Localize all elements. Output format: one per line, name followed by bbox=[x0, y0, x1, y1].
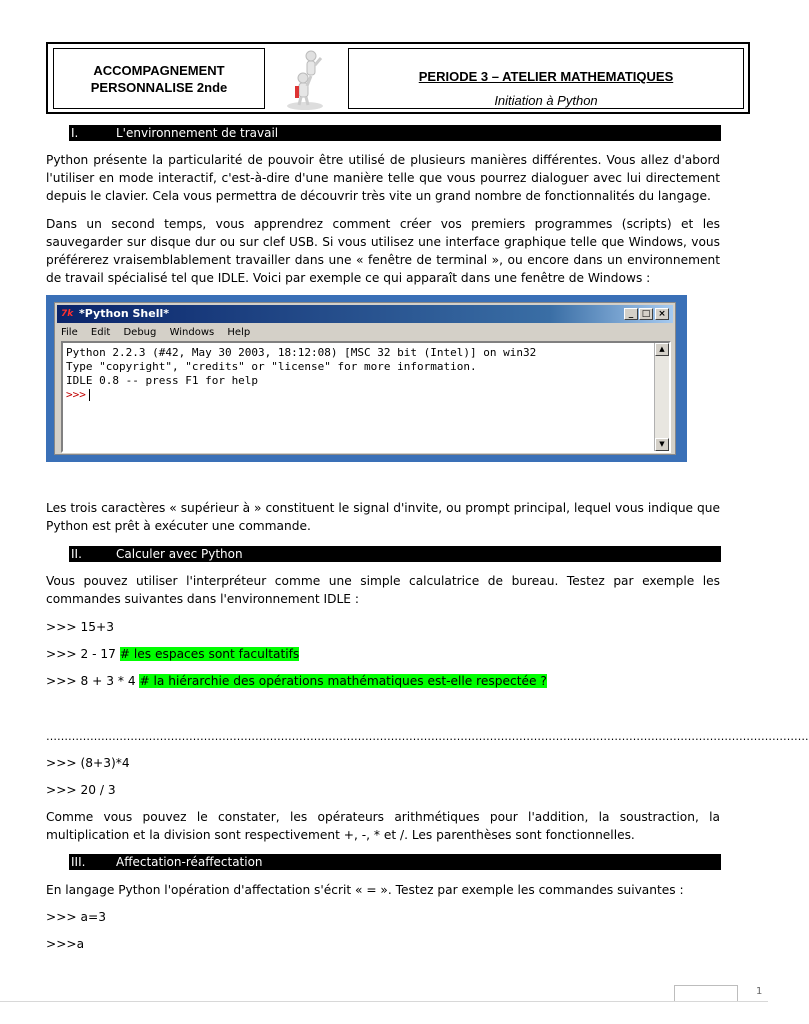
command-line: >>> (8+3)*4 bbox=[46, 756, 130, 770]
paragraph-scripts: Dans un second temps, vous apprendrez comment créer vos premiers programmes (scripts) et les sauvegarder sur disque dur ou sur clef USB. Si vous utilisez une interface graphique telle que Windows, vous préférerez vraisemblablement travailler dans une « fenêtre de terminal », ou encore dans un environnement de travail spécialisé tel que IDLE. Voici par exemple ce qui apparaît dans une fenêtre de Windows : bbox=[46, 217, 720, 285]
section-heading-1 bbox=[69, 125, 721, 141]
tk-icon: 7k bbox=[61, 309, 74, 319]
paragraph-operators: Comme vous pouvez le constater, les opérateurs arithmétiques pour l'addition, la soustraction, la multiplication et la division sont respectivement +, -, * et /. Les parenthèses sont fonctionnelles. bbox=[46, 810, 720, 842]
header-frame bbox=[46, 42, 750, 114]
shell-titlebar bbox=[57, 305, 673, 323]
command-line: >>>a bbox=[46, 937, 85, 951]
header-right-box bbox=[348, 48, 744, 109]
menu-help[interactable]: Help bbox=[227, 327, 251, 338]
paragraph-calculator: Vous pouvez utiliser l'interpréteur comme une simple calculatrice de bureau. Testez par exemple les commandes suivantes dans l'environnement IDLE : bbox=[46, 574, 720, 606]
section-number: I. bbox=[71, 126, 79, 140]
climbing-figures-illustration bbox=[271, 46, 343, 112]
python-shell-window bbox=[54, 302, 676, 455]
shell-console[interactable] bbox=[61, 341, 671, 453]
console-line: Type "copyright", "credits" or "license" for more information. bbox=[66, 360, 477, 373]
command-line: >>> a=3 bbox=[46, 910, 106, 924]
console-line: Python 2.2.3 (#42, May 30 2003, 18:12:08) [MSC 32 bit (Intel)] on win32 bbox=[66, 346, 537, 359]
section-title: Calculer avec Python bbox=[116, 547, 243, 561]
paragraph-intro: Python présente la particularité de pouvoir être utilisé de plusieurs manières différentes. Vous allez d'abord l'utiliser en mode interactif, c'est-à-dire d'une manière telle que vous pourrez dialoguer avec lui directement depuis le clavier. Cela vous permettra de découvrir très vite un grand nombre de fonctionnalités du langage. bbox=[46, 153, 720, 203]
menu-file[interactable]: File bbox=[61, 327, 78, 338]
command-line bbox=[46, 672, 547, 690]
console-prompt: >>> bbox=[66, 388, 86, 401]
answer-dotted-line: ………………………………………………………………………………………………………………………………………………………………………………………. bbox=[46, 730, 809, 743]
section-title: Affectation-réaffectation bbox=[116, 855, 263, 869]
footer-tab bbox=[674, 985, 738, 1001]
console-scrollbar[interactable] bbox=[654, 343, 669, 451]
section-number: III. bbox=[71, 855, 86, 869]
command-line bbox=[46, 645, 299, 663]
section-heading-2 bbox=[69, 546, 721, 562]
minimize-icon[interactable]: _ bbox=[624, 308, 638, 320]
footer-rule bbox=[0, 1001, 768, 1002]
menu-windows[interactable]: Windows bbox=[169, 327, 215, 338]
console-line: IDLE 0.8 -- press F1 for help bbox=[66, 374, 259, 387]
command-comment: # les espaces sont facultatifs bbox=[119, 647, 300, 661]
scroll-up-icon[interactable]: ▲ bbox=[655, 343, 669, 356]
section-number: II. bbox=[71, 547, 82, 561]
command-line: >>> 20 / 3 bbox=[46, 783, 116, 797]
menu-edit[interactable]: Edit bbox=[90, 327, 111, 338]
header-left-line2: PERSONNALISE 2nde bbox=[90, 79, 228, 95]
header-left-box bbox=[53, 48, 265, 109]
text-caret bbox=[89, 389, 90, 401]
command-line: >>> 15+3 bbox=[46, 620, 114, 634]
console-prompt-line bbox=[66, 388, 90, 402]
shell-menubar bbox=[61, 325, 260, 341]
section-title: L'environnement de travail bbox=[116, 126, 279, 140]
command-code: >>> 2 - 17 bbox=[46, 647, 120, 661]
command-code: >>> 8 + 3 * 4 bbox=[46, 674, 140, 688]
close-icon[interactable]: × bbox=[655, 308, 669, 320]
paragraph-affectation: En langage Python l'opération d'affectation s'écrit « = ». Testez par exemple les commandes suivantes : bbox=[46, 883, 684, 897]
paragraph-prompt: Les trois caractères « supérieur à » constituent le signal d'invite, ou prompt principal, lequel vous indique que Python est prêt à exécuter une commande. bbox=[46, 501, 720, 533]
header-right-title: PERIODE 3 – ATELIER MATHEMATIQUES bbox=[418, 69, 674, 84]
header-right-subtitle: Initiation à Python bbox=[494, 93, 598, 108]
section-heading-3 bbox=[69, 854, 721, 870]
menu-debug[interactable]: Debug bbox=[123, 327, 157, 338]
scroll-down-icon[interactable]: ▼ bbox=[655, 438, 669, 451]
shell-title: *Python Shell* bbox=[79, 307, 170, 320]
header-left-line1: ACCOMPAGNEMENT bbox=[93, 62, 225, 78]
page-number: 1 bbox=[756, 986, 763, 997]
maximize-icon[interactable]: □ bbox=[639, 308, 653, 320]
command-comment: # la hiérarchie des opérations mathématiques est-elle respectée ? bbox=[139, 674, 547, 688]
